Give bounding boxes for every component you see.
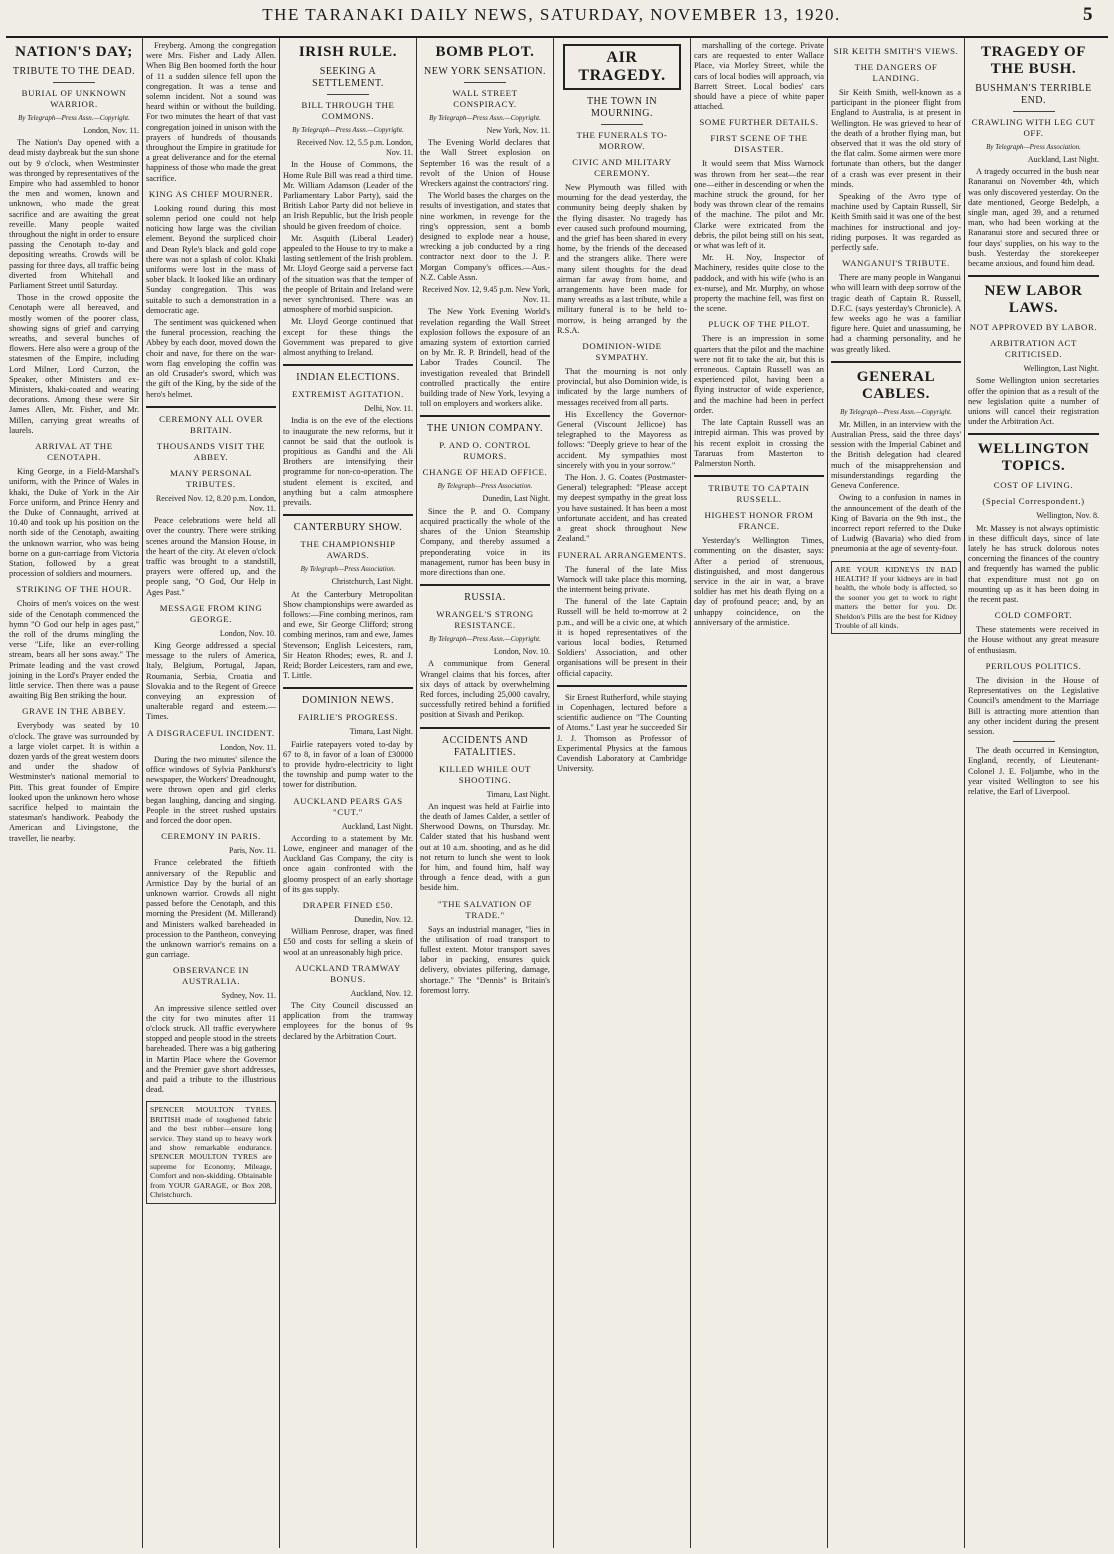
article-paragraph: The division in the House of Representatives on the Legislative Council's amendment to the Marriage Bill is attracting more attention than any other incident during the present session.: [968, 675, 1099, 736]
article-paragraph: France celebrated the fiftieth anniversary of the Republic and Armistice Day by the burial of an unknown warrior. Crowds all night passed before the Cenotaph, and this morning the President (M. Millerand) and Ministers walked bareheaded in procession to the Pantheon, conveying the unknown warrior's remains on a gun carriage.: [146, 858, 276, 960]
column-1: [6, 38, 143, 1548]
article-paragraph: Mr. Asquith (Liberal Leader) appealed to the House to try to make a lasting settlement of the Irish problem. Mr. Lloyd George said a perverse fact of the situation was that the temper of the people of Britain and Ireland were never synchronised. There was an atmosphere of morbid suspicion.: [283, 233, 413, 315]
section-heading: CIVIC AND MILITARY CEREMONY.: [572, 157, 672, 178]
article-paragraph: The Evening World declares that the Wall Street explosion on September 16 was the result of a revolt of the Union of House Wreckers against the contractors' ring.: [420, 138, 550, 189]
article-paragraph: The New York Evening World's revelation regarding the Wall Street explosion follows the exposure of an amazing system of extortion carried on by Mr. R. P. Brindell, head of the Labor Trades Council. The investigation revealed that Brindell controlled practically the entire building trade of New York, levying a toll on employers and workers alike.: [420, 307, 550, 409]
article-paragraph: Since the P. and O. Company acquired practically the whole of the shares of the Union Steamship Company, and thereby assumed a preponderating voice in its management, rumor has been busy in more directions than one.: [420, 506, 550, 577]
advertisement-tyres: [146, 1101, 276, 1203]
dateline: Wellington, Nov. 8.: [1036, 511, 1099, 521]
article-paragraph: The death occurred in Kensington, England, recently, of Lieutenant-Colonel J. E. Foljambe, who in the year visited Wellington to see his relative, the Earl of Liverpool.: [968, 746, 1099, 796]
article-paragraph: Speaking of the Avro type of machine used by Captain Russell, Sir Keith Smith said it was one of the best machines for instructional and joy-riding purposes. It was regarded as perfectly safe.: [831, 192, 961, 253]
article-paragraph: There are many people in Wanganui who will learn with deep sorrow of the tragic death of Captain R. Russell, D.F.C. (says yesterday's Chronicle). A few weeks ago he was a familiar figure here. Quiet and unassuming, he had a charming personality, and he was greatly liked.: [831, 273, 962, 354]
headline-new-labor-laws: NEW LABOR LAWS.: [984, 283, 1083, 317]
subhead: RUSSIA.: [464, 592, 506, 604]
dateline: Delhi, Nov. 11.: [364, 404, 413, 414]
subhead: DOMINION NEWS.: [302, 695, 394, 707]
section-heading: WANGANUI'S TRIBUTE.: [842, 258, 950, 269]
column-3: [280, 38, 417, 1548]
section-heading: (Special Correspondent.): [982, 496, 1085, 507]
article-paragraph: At the Canterbury Metropolitan Show championships were awarded as follows:—Fine combing merinos, ram and ewe, Sir George Clifford; strong combing merinos, ram and ewe, James Stevenson; English Leicesters, ram, Sir Heaton Rhodes; ewes, R. and J. Reid; Border Leicesters, ram and ewe, T. Little.: [283, 589, 414, 681]
dateline: Sydney, Nov. 11.: [221, 991, 276, 1001]
article-paragraph: Sir Keith Smith, well-known as a participant in the pioneer flight from England to Australia, is at present in Wellington. He was grieved to hear of the death of a brother flying man, but observed that it was the old story of the flat calm. Some airmen were more fortunate than others, but the danger of a crash was ever present in their minds.: [831, 88, 961, 189]
article-paragraph: There is an impression in some quarters that the pilot and the machine were not fit to take the air, but this is erroneous. Captain Russell was an experienced pilot, having been a flying instructor of wide experience, and the machine had been in perfect order.: [694, 334, 824, 415]
section-heading: AUCKLAND PEARS GAS "CUT.": [293, 795, 403, 817]
article-paragraph: William Penrose, draper, was fined £50 and costs for selling a skein of wool at an unreasonably high price.: [283, 927, 413, 957]
section-heading: TRIBUTE TO CAPTAIN RUSSELL.: [708, 483, 810, 505]
article-paragraph: Some Wellington union secretaries offer the opinion that as a result of the new legislation quite a number of unions will cancel their registration under the Arbitration Act.: [968, 376, 1099, 427]
section-heading: CHANGE OF HEAD OFFICE.: [422, 467, 548, 478]
divider: [557, 685, 687, 687]
subhead: CANTERBURY SHOW.: [293, 522, 403, 534]
article-paragraph: Says an industrial manager, "lies in the utilisation of road transport to fullest extent. Motor transport saves labor in packing, ensures quick delivery, obviates pilfering, damage, shortage." The "Dennis" is Britain's foremost lorry.: [420, 924, 550, 995]
section-heading: AUCKLAND TRAMWAY BONUS.: [295, 962, 401, 984]
section-heading: "THE SALVATION OF TRADE.": [438, 898, 532, 920]
section-heading: PERILOUS POLITICS.: [985, 660, 1082, 671]
section-heading: SIR KEITH SMITH'S VIEWS.: [833, 46, 959, 56]
section-heading: KING AS CHIEF MOURNER.: [148, 188, 274, 199]
divider: [601, 124, 643, 125]
article-paragraph: Everybody was seated by 10 o'clock. The grave was surrounded by a large violet carpet. It is within a dozen yards of the great western doors and under the shadow of Westminster's national memorial to Pitt. This great founder of Empire looked upon the unknown hero whose sacrifice helped to maintain the statesman's handiwork. Peabody the American and Livingstone, the traveller, lie nearby.: [9, 721, 139, 843]
subhead: ACCIDENTS AND FATALITIES.: [441, 734, 529, 758]
masthead: [6, 4, 1108, 38]
dateline: Timaru, Last Night.: [349, 727, 413, 737]
section-heading: BILL THROUGH THE COMMONS.: [301, 100, 395, 121]
article-paragraph: Sir Ernest Rutherford, while staying in Copenhagen, lectured before a scientific audience on "The Counting of Atoms." Last year he succeeded Sir J. J. Thomson as Professor of Experimental Physics at the famous Cavendish Laboratory at Cambridge University.: [557, 692, 687, 774]
column-2: [143, 38, 280, 1548]
advertisement-text: SPENCER MOULTON TYRES. BRITISH made of toughened fabric and the best rubber—ensure long service. They stand up to heavy work and show remarkable endurance. SPENCER MOULTON TYRES are supreme for Economy, Mileage, Comfort and non-skidding. Obtainable from YOUR GARAGE, or Box 208, Christchurch.: [150, 1105, 272, 1200]
divider: [420, 727, 550, 729]
dateline: Paris, Nov. 11.: [229, 846, 276, 856]
subhead-burial: BURIAL OF UNKNOWN WARRIOR.: [21, 88, 127, 109]
article-paragraph: Fairlie ratepayers voted to-day by 67 to 8, in favor of a loan of £30000 to provide hydro-electricity to light the township and pump water to the tower for distribution.: [283, 739, 413, 790]
divider: [968, 275, 1099, 277]
byline: By Telegraph—Press Assn.—Copyright.: [429, 114, 541, 122]
section-heading: HIGHEST HONOR FROM FRANCE.: [704, 510, 814, 532]
dateline: New York, Nov. 11.: [486, 126, 550, 135]
article-paragraph: New Plymouth was filled with mourning for the dead yesterday, the community being deeply shaken by the flying disaster. No tragedy has ever caused such profound mourning, and the grief has been shared in every home, by the friends of the deceased and the strangers alike. There were many silent thoughts for the dead airman far away from home, and arrangements have been made for many wreaths as a last tribute, while a military funeral is to be held to-morrow, is being arranged by the R.S.A.: [557, 183, 687, 335]
section-heading: FUNERAL ARRANGEMENTS.: [557, 549, 687, 560]
article-paragraph: Mr. H. Noy, Inspector of Machinery, resides quite close to the paddock, and with his wife (who is an ex-nurse), and Mr. Murphy, on whose property the machine fell, was first on the scene.: [694, 253, 824, 314]
article-paragraph: The sentiment was quickened when the funeral procession, reaching the Abbey by each door, moved down the choir and nave, for there on the war-worn flag enveloping the coffin was an old Crusader's sword, which was the gift of the King, by the side of the hero's helmet.: [146, 318, 276, 399]
article-paragraph: India is on the eve of the elections to inaugurate the new reforms, but it cannot be said that the outlook is propitious as Gandhi and the Ali Brothers are intensifying their programme for non-co-operation. The student element is excited, and anything but a calm atmosphere prevails.: [283, 416, 413, 508]
dateline: Auckland, Last Night.: [341, 821, 413, 831]
dateline: Received Nov. 12, 9.45 p.m. New York, Nov. 11.: [422, 285, 550, 305]
divider: [420, 415, 550, 417]
columns: [6, 38, 1108, 1548]
section-heading: FAIRLIE'S PROGRESS.: [298, 712, 398, 723]
section-heading: PLUCK OF THE PILOT.: [708, 319, 810, 330]
article-paragraph: A tragedy occurred in the bush near Ranaranui on November 4th, which was only discovered yesterday. On the date mentioned, George Bedelph, a single man, aged 39, and a returned man, who had been working at the Ranaranui store and secured three or four days' supplies, on his way to the bush. Yesterday the storekeeper became anxious, and found him dead.: [968, 167, 1099, 269]
byline: By Telegraph—Press Assn.—Copyright.: [429, 635, 541, 644]
section-heading: THE FUNERALS TO-MORROW.: [576, 130, 668, 151]
section-heading: THE DANGERS OF LANDING.: [854, 62, 938, 83]
section-heading: COLD COMFORT.: [994, 610, 1073, 621]
article-paragraph: An inquest was held at Fairlie into the death of James Calder, a settler of Sherwood Downs, on Thursday. Mr. Calder stated that his husband went out at 10 a.m. shooting, and as he did not return to lunch she went to look for him, and found him, half way through a fence dead, with a gun beside him.: [420, 801, 550, 893]
article-paragraph: A communique from General Wrangel claims that his forces, after six days of attack by overwhelming Red forces, including 25,000 cavalry, successfully retired behind a fortified position at Sivash and Perikop.: [420, 659, 550, 720]
divider: [283, 364, 413, 366]
dateline: London, Nov. 11.: [220, 742, 276, 752]
section-heading: ARBITRATION ACT CRITICISED.: [990, 338, 1077, 360]
section-heading: DOMINION-WIDE SYMPATHY.: [582, 341, 662, 363]
article-paragraph: Mr. Massey is not always optimistic in these difficult days, since of late lately he has struck dolorous notes concerning the finances of the country and frequently has warned the public that expenditure must not go on mounting up as it has been doing in the recent past.: [968, 523, 1099, 605]
section-heading: CEREMONY IN PARIS.: [161, 831, 261, 842]
subhead: INDIAN ELECTIONS.: [296, 372, 400, 384]
section-heading: CEREMONY ALL OVER BRITAIN.: [159, 413, 263, 435]
subhead: SEEKING A SETTLEMENT.: [312, 66, 384, 89]
column-7: [828, 38, 965, 1548]
divider: [1013, 741, 1055, 742]
column-6: [691, 38, 828, 1548]
article-paragraph: It would seem that Miss Warnock was thrown from her seat—the rear one—either in descending or when the machine struck the ground, for her body was thrown clear of the remains of the machine. The pilot and Mr. Clarke were extricated from the debris, the pilot being still on his seat, or what was left of it.: [694, 159, 824, 251]
dateline: Received Nov. 12, 5.5 p.m. London, Nov. 11.: [296, 138, 413, 158]
page-number: 5: [1083, 4, 1094, 25]
byline: By Telegraph—Press Association.: [986, 143, 1081, 151]
section-heading: KILLED WHILE OUT SHOOTING.: [438, 763, 531, 785]
dateline: Timaru, Last Night.: [486, 789, 550, 799]
headline-air-tragedy: AIR TRAGEDY.: [563, 44, 681, 90]
section-heading: DRAPER FINED £50.: [302, 899, 394, 910]
article-paragraph: These statements were received in the House without any great measure of enthusiasm.: [968, 625, 1099, 655]
advertisement-text: ARE YOUR KIDNEYS IN BAD HEALTH? If your kidneys are in bad health, the whole body is affected, so the sooner you get to work to right matters the better for you. Dr. Sheldon's Pills are the best for Kidney Trouble of all kinds.: [835, 564, 957, 630]
dateline: London, Nov. 10.: [219, 628, 276, 638]
headline-bomb-plot: BOMB PLOT.: [435, 44, 535, 60]
dateline: Received Nov. 12, 8.20 p.m. London, Nov. 11.: [155, 493, 276, 513]
section-heading: MESSAGE FROM KING GEORGE.: [159, 602, 263, 624]
headline-wellington-topics: WELLINGTON TOPICS.: [977, 441, 1090, 475]
section-heading: CRAWLING WITH LEG CUT OFF.: [971, 117, 1096, 138]
dateline: Dunedin, Last Night.: [482, 494, 550, 504]
divider: [464, 82, 506, 83]
article-paragraph: marshalling of the cortege. Private cars are requested to enter Wallace Place, via Morley Street, while the cars of local bodies will approach, via Barrett Street. Local bodies' cars should have a piece of white paper attached.: [694, 41, 824, 112]
dateline: Auckland, Nov. 12.: [350, 988, 413, 998]
section-heading: THOUSANDS VISIT THE ABBEY.: [156, 440, 266, 462]
divider: [283, 514, 413, 516]
section-heading: OBSERVANCE IN AUSTRALIA.: [172, 965, 250, 987]
dateline: Dunedin, Nov. 12.: [354, 914, 413, 924]
divider: [831, 361, 961, 363]
dateline: London, Nov. 11.: [83, 126, 139, 135]
divider: [1013, 111, 1055, 112]
divider: [327, 94, 369, 95]
headline-irish-rule: IRISH RULE.: [298, 44, 398, 60]
article-paragraph: An impressive silence settled over the city for two minutes after 11 o'clock struck. All traffic everywhere stopped and people stood in the streets bareheaded. There was a big gathering in Martin Place where the Governor and the Premier gave short addresses, and paid a tribute to the illustrious dead.: [146, 1003, 276, 1095]
headline-general-cables: GENERAL CABLES.: [856, 368, 936, 402]
masthead-title: THE TARANAKI DAILY NEWS, SATURDAY, NOVEMBER 13, 1920.: [262, 5, 841, 24]
section-heading: NOT APPROVED BY LABOR.: [969, 322, 1098, 333]
byline: By Telegraph—Press Assn.—Copyright.: [292, 126, 404, 134]
dateline: Wellington, Last Night.: [1023, 364, 1099, 374]
article-paragraph: Yesterday's Wellington Times, commenting on the disaster, says: After a period of strenuous, distinguished, and most dangerous service in the air in war, a brave soldier has met his death flying on a day of profound peace; and, by an unhappy coincidence, on the anniversary of the armistice.: [694, 536, 824, 627]
byline: By Telegraph—Press Assn.—Copyright.: [840, 407, 952, 416]
dateline: Auckland, Last Night.: [1027, 155, 1099, 164]
article-paragraph: Peace celebrations were held all over the country. There were striking scenes around the Mansion House, in the heart of the city. At eleven o'clock traffic was brought to a standstill, prayers were offered up, and the people sang, "O God, Our Help in Ages Past.": [146, 516, 276, 597]
section-heading: ARRIVAL AT THE CENOTAPH.: [35, 441, 113, 463]
article-paragraph: The funeral of the late Miss Warnock will take place this morning, the interment being private.: [557, 564, 687, 594]
dateline: Christchurch, Last Night.: [331, 577, 413, 587]
article-paragraph: Looking round during this most solemn period one could not help noticing how large was the civilian element. Beyond the surpliced choir and Dean Ryle's black and gold cope there was not a splash of color. Khaki uniforms were lost in the mass of sober black. It looked like an ordinary Sunday congregation. This was suitable to such a demonstration in a democratic age.: [146, 203, 276, 315]
section-heading: COST OF LIVING.: [993, 480, 1074, 491]
article-paragraph: Owing to a confusion in names in the announcement of the death of the King of Bavaria on the 9th inst., the incorrect report referred to the Duke of Ludwig (Bavaria) who died from pneumonia at the age of seventy-four.: [831, 493, 961, 554]
subhead: THE UNION COMPANY.: [427, 423, 543, 435]
dateline: London, Nov. 10.: [493, 647, 550, 657]
article-paragraph: Those in the crowd opposite the Cenotaph were all bereaved, and mostly women of the poorer class, showing signs of grief and carrying wreaths, and several bunches of flowers. Here also were a group of the statesmen of the Empire, including Lord Milner, Lord Curzon, the Speaker, other Ministers and ex-Ministers, khaki-coated and wearing decorations. Among these were Sir James Allen, Mr. Fisher, and Mr. Millen, carrying great wreaths of laurels.: [9, 293, 139, 435]
section-heading: MANY PERSONAL TRIBUTES.: [169, 467, 252, 489]
section-heading: FIRST SCENE OF THE DISASTER.: [710, 133, 808, 155]
column-5: [554, 38, 691, 1548]
divider: [694, 475, 824, 477]
article-paragraph: His Excellency the Governor-General (Viscount Jellicoe) has telegraphed to the Mayoress as follows: "Deeply grieve to hear of the accident. My sympathies most sincerely with you in your sorrow.": [557, 409, 687, 470]
divider: [968, 433, 1099, 435]
article-paragraph: During the two minutes' silence the office windows of Sylvia Pankhurst's newspaper, the Workers' Dreadnought, were thrown open and girl clerks began laughing, dancing and singing. People in the street rushed upstairs and forced the door open.: [146, 754, 276, 825]
section-heading: A DISGRACEFUL INCIDENT.: [147, 727, 275, 738]
article-paragraph: The World bases the charges on the results of investigation, and states that nine workmen, in revenge for the ring's oppression, sent a bomb designed to explode near a house, wrecking a job conducted by a ring contractor next door to the J. P. Morgan Company's offices.—Aus.-N.Z. Cable Assn.: [420, 191, 550, 282]
byline: By Telegraph—Press Assn.—Copyright.: [18, 114, 130, 122]
article-paragraph: The late Captain Russell was an intrepid airman. This was proved by his recent exploit in crossing the Tararuas from Masterton to Palmerston North.: [694, 418, 824, 468]
article-paragraph: Mr. Lloyd George continued that except for these things the Government was prepared to give almost anything to Ireland.: [283, 317, 413, 358]
article-paragraph: The City Council discussed an application from the tramway employees for the bonus of 9s declared by the Arbitration Court.: [283, 1000, 413, 1041]
article-paragraph: That the mourning is not only provincial, but also Dominion wide, is indicated by the large numbers of messages received from all parts.: [557, 367, 687, 407]
divider: [53, 82, 95, 83]
article-paragraph: King George, in a Field-Marshal's uniform, with the Prince of Wales in khaki, the Duke of York in the Air Force uniform, and Prince Henry and the Duke of Connaught, arrived at 10.40 and took up his position on the north side of the Cenotaph, awaiting the unknown warrior, who was being borne on a gun-carriage from Victoria Station, followed by a great procession of soldiers and mourners.: [9, 467, 139, 579]
column-8: [965, 38, 1102, 1548]
article-paragraph: The funeral of the late Captain Russell will be held to-morrow at 2 p.m., and will be a civic one, at which it is hoped representatives of the various local bodies, Returned Soldiers' Association, and other organisations will be present in their official capacity.: [557, 597, 687, 678]
subhead-tribute: TRIBUTE TO THE DEAD.: [12, 66, 136, 77]
section-heading: EXTREMIST AGITATION.: [292, 389, 404, 400]
byline: By Telegraph—Press Association.: [300, 565, 396, 574]
section-heading: P. AND O. CONTROL RUMORS.: [439, 440, 531, 462]
section-heading: STRIKING OF THE HOUR.: [16, 584, 132, 595]
section-heading: GRAVE IN THE ABBEY.: [22, 706, 126, 717]
article-paragraph: King George addressed a special message to the rulers of America, Italy, Belgium, Portugal, Japan, Roumania, Serbia, Croatia and Slovakia and to the Regent of Greece conveying an expression of unalterable regard and esteem.—Times.: [146, 640, 276, 722]
byline: By Telegraph—Press Association.: [437, 482, 533, 491]
headline-nations-day: NATION'S DAY;: [15, 44, 133, 60]
article-paragraph: Mr. Millen, in an interview with the Australian Press, said the three days' session with the Imperial Cabinet and the British delegation had cleared much of the misapprehension and misunderstandings regarding the Geneva Conference.: [831, 419, 961, 491]
section-heading: THE CHAMPIONSHIP AWARDS.: [300, 539, 396, 561]
section-heading: WRANGEL'S STRONG RESISTANCE.: [436, 609, 534, 631]
subhead: BUSHMAN'S TERRIBLE END.: [975, 83, 1092, 106]
divider: [283, 687, 413, 689]
headline-tragedy-bush: TRAGEDY OF THE BUSH.: [980, 44, 1087, 77]
divider: [146, 406, 276, 408]
section-heading: WALL STREET CONSPIRACY.: [452, 88, 518, 109]
subhead: THE TOWN IN MOURNING.: [586, 96, 658, 119]
article-paragraph: According to a statement by Mr. Lowe, engineer and manager of the Auckland Gas Company, the city is once again confronted with the gloomy prospect of an early shortage of its gas supply.: [283, 833, 413, 894]
column-4: [417, 38, 554, 1548]
article-paragraph: The Hon. J. G. Coates (Postmaster-General) telegraphed: "Please accept my deepest sympathy in the great loss you have sustained. It has been a most unfortunate accident, and has created a great shock throughout New Zealand.": [557, 473, 687, 544]
article-paragraph: Freyberg. Among the congregation were Mrs. Fisher and Lady Allen. When Big Ben boomed forth the hour of 11 a sudden silence fell upon the congregation. It was a tense and solemn incident. Not a sound was heard within or without the building. For two minutes the heart of that vast congregation joined in unison with the prayers of hundreds of thousands throughout the Empire in gratitude for a great deliverance and for the eternal happiness of those who made the great sacrifice.: [146, 41, 276, 183]
article-paragraph: The Nation's Day opened with a dead misty daybreak but the sun shone out by 9 o'clock, when Westminster was thronged by representatives of the Empire who had assembled to honor the men and women, known and unknown, who made the great sacrifice and are awaiting the great reveille. Many people waited throughout the night in order to ensure passing the Cenotaph to-day and depositing wreaths. Crowds will be passing for three days, all traffic being diverted from Whitehall and Parliament Street until Saturday.: [9, 138, 139, 291]
divider: [420, 584, 550, 586]
advertisement-kidneys: [831, 561, 961, 635]
article-paragraph: In the House of Commons, the Home Rule Bill was read a third time. Mr. William Adamson (Leader of the Parliamentary Labor Party), said the British Labor Party did not believe in an Irish Republic, but the Irish people should be given freedom of choice.: [283, 160, 413, 231]
subhead: NEW YORK SENSATION.: [424, 66, 546, 77]
article-paragraph: Choirs of men's voices on the west side of the Cenotaph commenced the hymn "O God our help in ages past," the roll of the drums mingling the verse "Life, like an ever-rolling stream, bears all her sons away." The Primate leading and the vast crowd joining in the Lord's Prayer ended the little service. Then there was a pause awaiting Big Ben striking the hour.: [9, 599, 139, 701]
section-heading: SOME FURTHER DETAILS.: [699, 117, 819, 128]
